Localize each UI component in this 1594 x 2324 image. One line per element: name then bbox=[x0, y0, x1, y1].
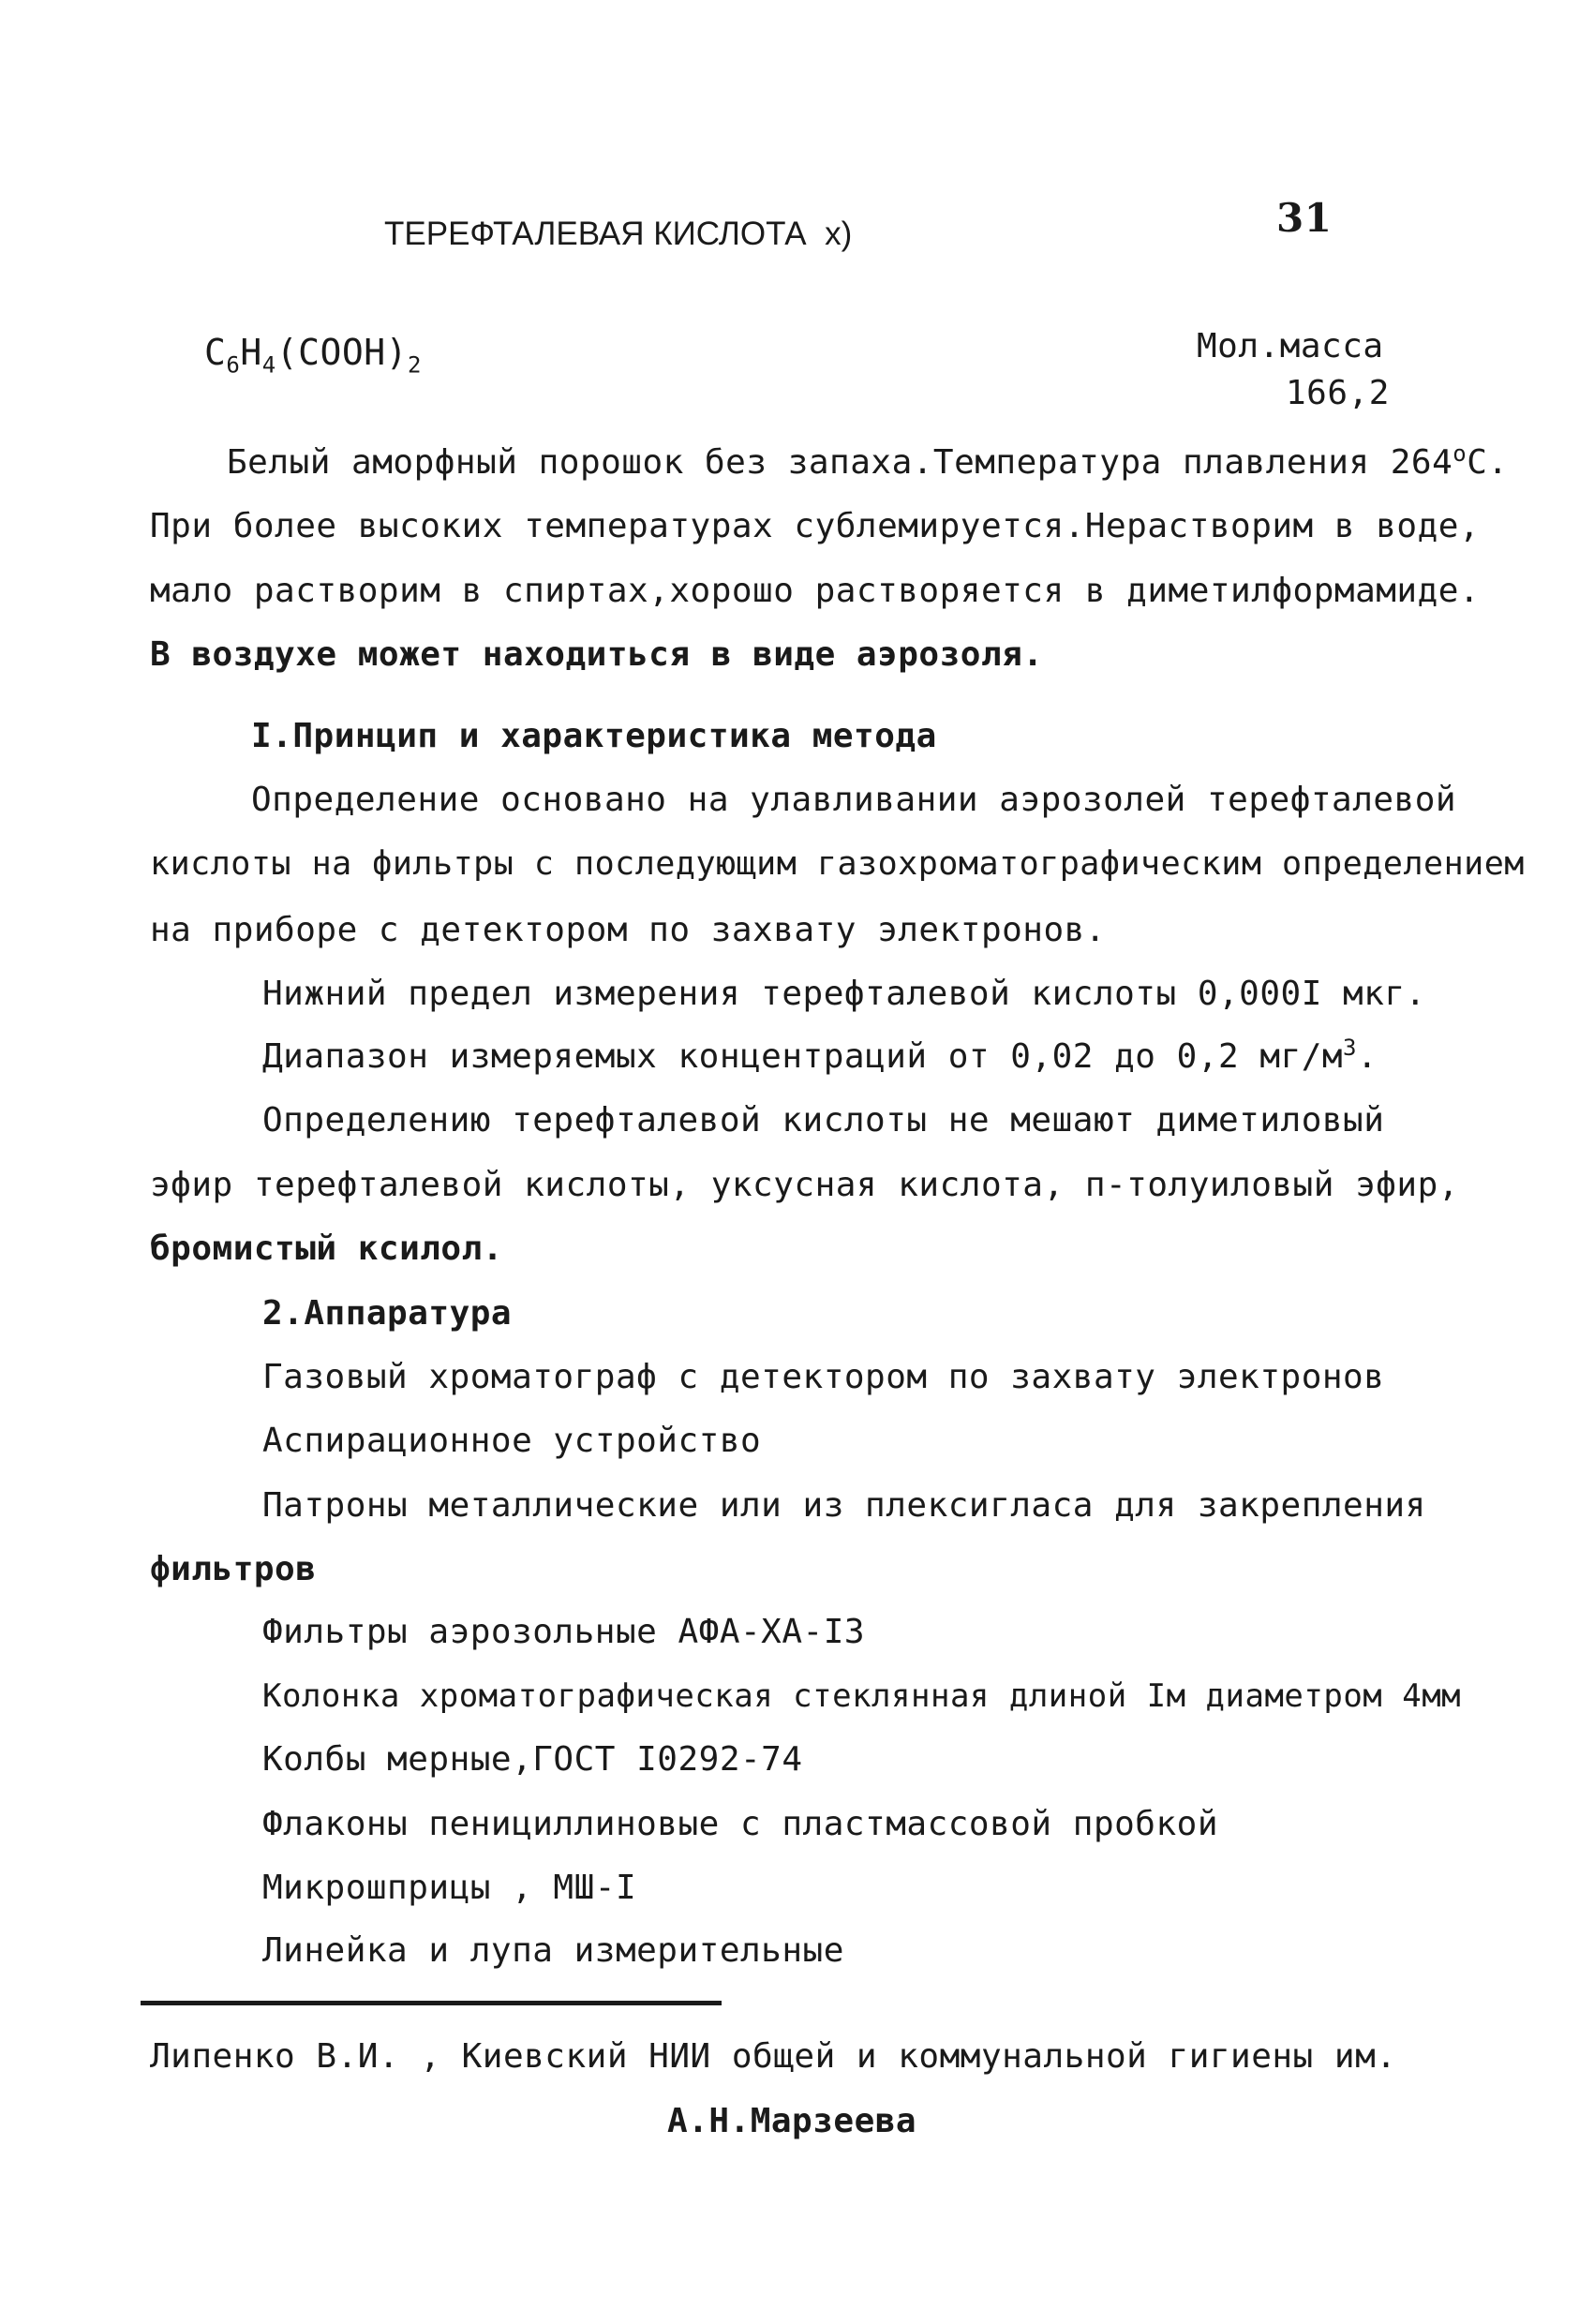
footnote-mark: x) bbox=[825, 216, 853, 252]
apparatus-item: Флаконы пенициллиновые с пластмассовой пробкой bbox=[262, 1805, 1218, 1843]
description-line: При более высоких температурах сублемируется.Нерастворим в воде, bbox=[150, 507, 1481, 545]
paragraph-line: эфир терефталевой кислоты, уксусная кислота, п-толуиловый эфир, bbox=[150, 1166, 1459, 1204]
paragraph-line: Определение основано на улавливании аэрозолей терефталевой bbox=[251, 781, 1457, 819]
paragraph-line: на приборе с детектором по захвату электронов. bbox=[150, 911, 1106, 949]
molar-mass-label: Мол.масса bbox=[1197, 327, 1384, 365]
detection-limit: Нижний предел измерения терефталевой кислоты 0,000I мкг. bbox=[262, 975, 1426, 1013]
molar-mass-value: 166,2 bbox=[1286, 374, 1390, 412]
footnote-author: Липенко В.И. , Киевский НИИ общей и коммунальной гигиены им. bbox=[150, 2037, 1397, 2076]
footnote-institute: А.Н.Марзеева bbox=[667, 2102, 917, 2140]
paragraph-line: Определению терефталевой кислоты не мешают диметиловый bbox=[262, 1101, 1385, 1140]
chemical-formula: $C_6H_4(COOH)_2$ bbox=[204, 332, 422, 379]
description-line: Белый аморфный порошок без запаха.Температура плавления 264$^o$С. bbox=[227, 440, 1509, 482]
paragraph-line: бромистый ксилол. bbox=[150, 1229, 503, 1268]
apparatus-item: Фильтры аэрозольные АФА-ХА-I3 bbox=[262, 1613, 866, 1651]
description-line: В воздухе может находиться в виде аэрозоля. bbox=[150, 635, 1044, 674]
apparatus-item: Микрошприцы , МШ-I bbox=[262, 1869, 637, 1907]
concentration-range: Диапазон измеряемых концентраций от 0,02 до 0,2 $мг/м^3$. bbox=[262, 1035, 1378, 1076]
apparatus-item: Аспирационное устройство bbox=[262, 1422, 762, 1460]
apparatus-item: Колонка хроматографическая стеклянная длиной Iм диаметром 4мм bbox=[262, 1677, 1462, 1715]
apparatus-item: Колбы мерные,ГОСТ I0292-74 bbox=[262, 1740, 803, 1779]
apparatus-item: фильтров bbox=[150, 1550, 317, 1588]
apparatus-item: Линейка и лупа измерительные bbox=[262, 1931, 844, 1970]
paragraph-line: кислоты на фильтры с последующим газохроматографическим определением bbox=[150, 845, 1525, 883]
apparatus-item: Патроны металлические или из плексигласа для закрепления bbox=[262, 1486, 1426, 1525]
document-title: ТЕРЕФТАЛЕВАЯ КИСЛОТА x) bbox=[384, 216, 853, 252]
description-line: мало растворим в спиртах,хорошо растворяется в диметилформамиде. bbox=[150, 572, 1481, 610]
apparatus-item: Газовый хроматограф с детектором по захвату электронов bbox=[262, 1358, 1385, 1396]
section-heading-principle: I.Принцип и характеристика метода bbox=[251, 717, 937, 755]
page-number: 31 bbox=[1276, 195, 1333, 241]
section-heading-apparatus: 2.Аппаратура bbox=[262, 1294, 513, 1333]
footnote-divider bbox=[141, 2001, 722, 2005]
